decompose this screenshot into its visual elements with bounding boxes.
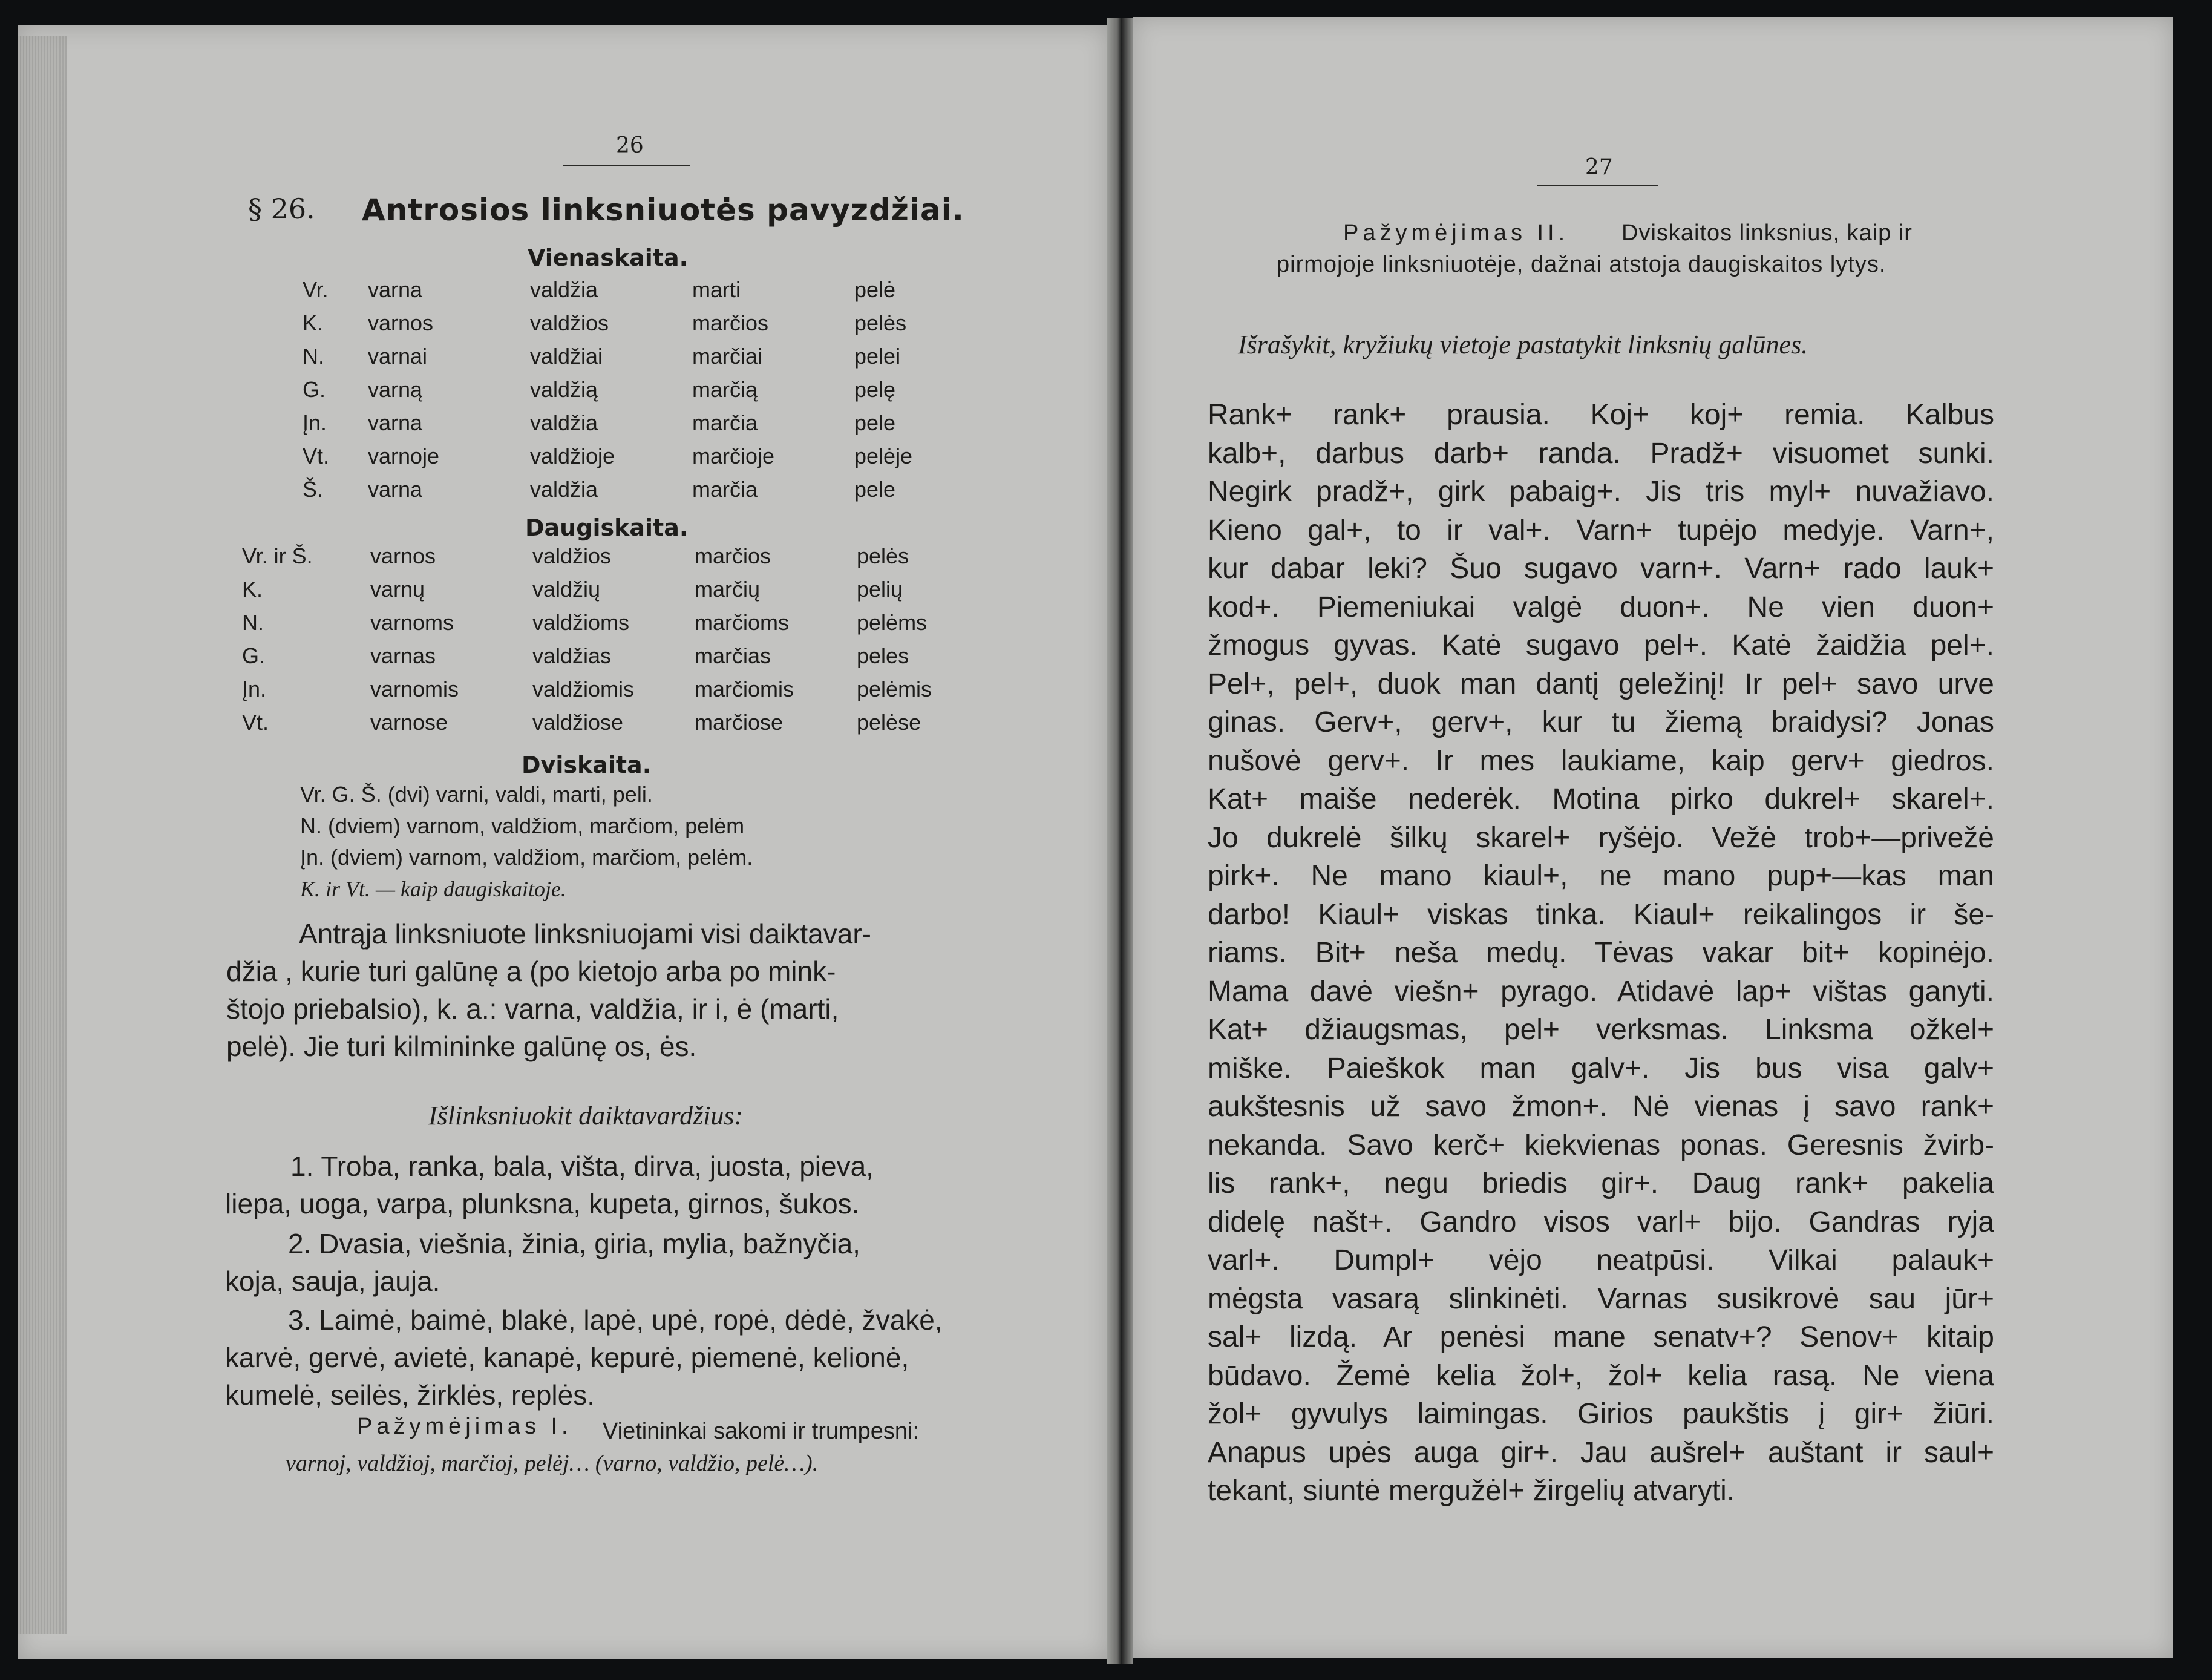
plural-heading: Daugiskaita. (525, 514, 689, 541)
plural-row (242, 643, 978, 669)
singular-heading: Vienaskaita. (528, 244, 689, 271)
exercise-line-right: Anapus upės auga gir+. Jau aušrel+ auštant ir saul+ (1208, 1436, 1994, 1469)
singular-cell: valdžia (530, 477, 598, 502)
singular-cell: pele (854, 410, 896, 435)
plural-cell: valdžioms (532, 610, 630, 635)
section-number: § 26. (248, 192, 315, 225)
singular-cell: pele (854, 477, 896, 502)
singular-cell: Vr. (303, 277, 329, 302)
singular-cell: varnos (368, 310, 434, 335)
singular-cell: pelę (854, 377, 896, 402)
plural-cell: marčios (695, 543, 771, 568)
singular-cell: varnai (368, 344, 428, 369)
exercise-line-right: Kat+ maiše nederėk. Motina pirko dukrel+ skarel+. (1208, 783, 1994, 815)
plural-cell: valdžiomis (532, 677, 635, 701)
singular-cell: varna (368, 477, 423, 502)
singular-cell: marčios (692, 310, 769, 335)
exercise-line-right: miške. Paieškok man galv+. Jis bus visa galv+ (1208, 1052, 1994, 1084)
note-text-left: Vietininkai sakomi ir trumpesni: (603, 1419, 920, 1444)
exercise-line-right: pirk+. Ne mano kiaul+, ne mano pup+—kas man (1208, 860, 1994, 892)
singular-row (303, 377, 975, 402)
exercise-heading-right: Išrašykit, kryžiukų vietoje pastatykit linksnių galūnes. (1238, 330, 1808, 359)
plural-row (242, 677, 978, 702)
page-number-rule (563, 165, 690, 166)
exercise-line-right: Pel+, pel+, duok man dantį geležinį! Ir pel+ savo urve (1208, 668, 1994, 700)
plural-cell: varnoms (370, 610, 454, 635)
rule-line-4: pelė). Jie turi kilmininke galūnę os, ės. (226, 1031, 697, 1062)
plural-cell: varnos (370, 543, 436, 568)
exercise-line-right: ginas. Gerv+, gerv+, kur tu žiemą braidysi? Jonas (1208, 706, 1994, 738)
singular-cell: marčia (692, 410, 758, 435)
note-line2-left: varnoj, valdžioj, marčioj, pelėj… (varno, valdžio, pelė…). (286, 1451, 819, 1476)
page-edges (18, 36, 67, 1634)
singular-row (303, 410, 975, 436)
plural-cell: varnų (370, 577, 425, 602)
singular-cell: valdžioje (530, 444, 615, 468)
plural-cell: peles (857, 643, 909, 668)
singular-cell: varną (368, 377, 423, 402)
section-title: Antrosios linksniuotės pavyzdžiai. (362, 192, 964, 228)
singular-cell: valdžia (530, 277, 598, 302)
rule-line-1: Antrąja linksniuote linksniuojami visi daiktavar- (299, 918, 871, 950)
plural-row (242, 577, 978, 602)
exercise-line-right: didelę našt+. Gandro visos varl+ bijo. Gandras ryja (1208, 1206, 1994, 1238)
right-page-number: 27 (1585, 155, 1613, 180)
plural-cell: pelėse (857, 710, 921, 735)
left-page-number: 26 (616, 133, 644, 158)
plural-row (242, 543, 978, 569)
dual-line-1: Vr. G. Š. (dvi) varni, valdi, marti, peli. (300, 782, 653, 807)
exercise-line-right: nekanda. Savo kerč+ kiekvienas ponas. Geresnis žvirb- (1208, 1129, 1994, 1161)
exercise-line-right: Jo dukrelė šilkų skarel+ ryšėjo. Vežė trob+—privežė (1208, 821, 1994, 854)
dual-line-4: K. ir Vt. — kaip daugiskaitoje. (300, 877, 566, 901)
exercise-line-right: būdavo. Žemė kelia žol+, žol+ kelia rasą. Ne viena (1208, 1359, 1994, 1392)
singular-cell: varna (368, 410, 423, 435)
plural-cell: marčių (695, 577, 761, 602)
singular-cell: pelėje (854, 444, 913, 468)
singular-row (303, 344, 975, 369)
singular-cell: valdžios (530, 310, 609, 335)
singular-cell: marti (692, 277, 741, 302)
note-text-right: Dviskaitos linksnius, kaip ir (1621, 220, 1913, 246)
singular-row (303, 277, 975, 303)
exercise-line-right: tekant, siuntė mergužėl+ žirgelių atvaryti. (1208, 1475, 1735, 1507)
exercise-line-right: žmogus gyvas. Katė sugavo pel+. Katė žaidžia pel+. (1208, 629, 1994, 661)
dual-line-3: Įn. (dviem) varnom, valdžiom, marčiom, pelėm. (300, 845, 753, 870)
singular-row (303, 477, 975, 502)
plural-cell: valdžiose (532, 710, 624, 735)
exercise-line-right: Mama davė viešn+ pyrago. Atidavė lap+ vištas ganyti. (1208, 975, 1994, 1008)
plural-cell: Vt. (242, 710, 269, 735)
singular-cell: N. (303, 344, 324, 369)
singular-cell: marčią (692, 377, 758, 402)
exercise-line-right: Rank+ rank+ prausia. Koj+ koj+ remia. Kalbus (1208, 399, 1994, 431)
exercise-line-right: kur dabar leki? Šuo sugavo varn+. Varn+ rado lauk+ (1208, 553, 1994, 585)
exercise-line-right: kalb+, darbus darb+ randa. Pradž+ visuomet sunki. (1208, 437, 1994, 470)
plural-cell: varnose (370, 710, 448, 735)
plural-cell: K. (242, 577, 263, 602)
note-label-left: Pažymėjimas I. (357, 1414, 572, 1439)
plural-cell: marčiose (695, 710, 784, 735)
dual-heading: Dviskaita. (522, 752, 652, 778)
exercise-line-right: riams. Bit+ neša medų. Tėvas vakar bit+ kopinėjo. (1208, 937, 1994, 969)
singular-cell: K. (303, 310, 324, 335)
plural-cell: Įn. (242, 677, 267, 701)
plural-cell: pelėmis (857, 677, 932, 701)
plural-cell: pelėms (857, 610, 928, 635)
exercise-line-right: kod+. Piemeniukai valgė duon+. Ne vien duon+ (1208, 591, 1994, 623)
plural-cell: varnomis (370, 677, 459, 701)
exercise-line-6: karvė, gervė, avietė, kanapė, kepurė, piemenė, kelionė, (225, 1342, 909, 1373)
exercise-line-right: sal+ lizdą. Ar penėsi mane senatv+? Senov+ kitaip (1208, 1321, 1994, 1353)
plural-cell: Vr. ir Š. (242, 543, 313, 568)
plural-cell: pelės (857, 543, 909, 568)
singular-cell: marčia (692, 477, 758, 502)
plural-cell: pelių (857, 577, 903, 602)
singular-cell: pelės (854, 310, 907, 335)
note-line2-right: pirmojoje linksniuotėje, dažnai atstoja daugiskaitos lytys. (1277, 252, 1886, 277)
exercise-line-right: nušovė gerv+. Ir mes laukiame, kaip gerv+ giedros. (1208, 744, 1994, 777)
plural-cell: valdžių (532, 577, 601, 602)
exercise-line-right: mėgsta vasarą slinkinėti. Varnas susikrovė sau jūr+ (1208, 1282, 1994, 1315)
plural-cell: G. (242, 643, 266, 668)
page-number-rule-right (1537, 185, 1658, 186)
exercise-line-right: varl+. Dumpl+ vėjo neatpūsi. Vilkai palauk+ (1208, 1244, 1994, 1276)
singular-cell: Vt. (303, 444, 330, 468)
exercise-line-1: 1. Troba, ranka, bala, višta, dirva, juosta, pieva, (290, 1150, 874, 1182)
exercise-line-right: Negirk pradž+, girk pabaig+. Jis tris myl+ nuvažiavo. (1208, 476, 1994, 508)
singular-cell: varna (368, 277, 423, 302)
exercise-line-right: Kat+ džiaugsmas, pel+ verksmas. Linksma ožkel+ (1208, 1014, 1994, 1046)
plural-cell: N. (242, 610, 264, 635)
exercise-line-3: 2. Dvasia, viešnia, žinia, giria, mylia, bažnyčia, (288, 1228, 860, 1259)
plural-row (242, 610, 978, 635)
plural-row (242, 710, 978, 735)
exercise-line-2: liepa, uoga, varpa, plunksna, kupeta, girnos, šukos. (225, 1188, 860, 1219)
plural-cell: valdžios (532, 543, 612, 568)
singular-cell: Įn. (303, 410, 327, 435)
singular-cell: valdžia (530, 410, 598, 435)
singular-cell: marčioje (692, 444, 775, 468)
note-label-right: Pažymėjimas II. (1343, 220, 1569, 246)
exercise-line-4: koja, sauja, jauja. (225, 1265, 440, 1297)
exercise-line-5: 3. Laimė, baimė, blakė, lapė, upė, ropė, dėdė, žvakė, (288, 1304, 943, 1336)
rule-line-3: štojo priebalsio), k. a.: varna, valdžia, ir i, ė (marti, (226, 993, 839, 1025)
exercise-line-right: aukštesnis už savo žmon+. Nė vienas į savo rank+ (1208, 1091, 1994, 1123)
singular-cell: Š. (303, 477, 324, 502)
rule-line-2: džia , kurie turi galūnę a (po kietojo arba po mink- (226, 956, 836, 987)
singular-cell: pelei (854, 344, 901, 369)
plural-cell: valdžias (532, 643, 612, 668)
singular-cell: valdžiai (530, 344, 603, 369)
exercise-line-7: kumelė, seilės, žirklės, replės. (225, 1379, 595, 1411)
exercise-line-right: lis rank+, negu briedis gir+. Daug rank+ pakelia (1208, 1167, 1994, 1199)
singular-row (303, 310, 975, 336)
plural-cell: marčias (695, 643, 771, 668)
plural-cell: varnas (370, 643, 436, 668)
singular-cell: marčiai (692, 344, 763, 369)
plural-cell: marčiomis (695, 677, 794, 701)
singular-row (303, 444, 975, 469)
exercise-line-right: Kieno gal+, to ir val+. Varn+ tupėjo medyje. Varn+, (1208, 514, 1994, 546)
plural-cell: marčioms (695, 610, 790, 635)
singular-cell: valdžią (530, 377, 598, 402)
exercise-line-right: darbo! Kiaul+ viskas tinka. Kiaul+ reikalingos ir še- (1208, 898, 1994, 931)
dual-line-2: N. (dviem) varnom, valdžiom, marčiom, pelėm (300, 813, 745, 838)
singular-cell: varnoje (368, 444, 440, 468)
singular-cell: pelė (854, 277, 896, 302)
singular-cell: G. (303, 377, 326, 402)
exercise-heading-left: Išlinksniuokit daiktavardžius: (428, 1101, 744, 1130)
book-gutter (1107, 18, 1133, 1664)
exercise-line-right: žol+ gyvulys laimingas. Girios paukštis į gir+ žiūri. (1208, 1398, 1994, 1430)
